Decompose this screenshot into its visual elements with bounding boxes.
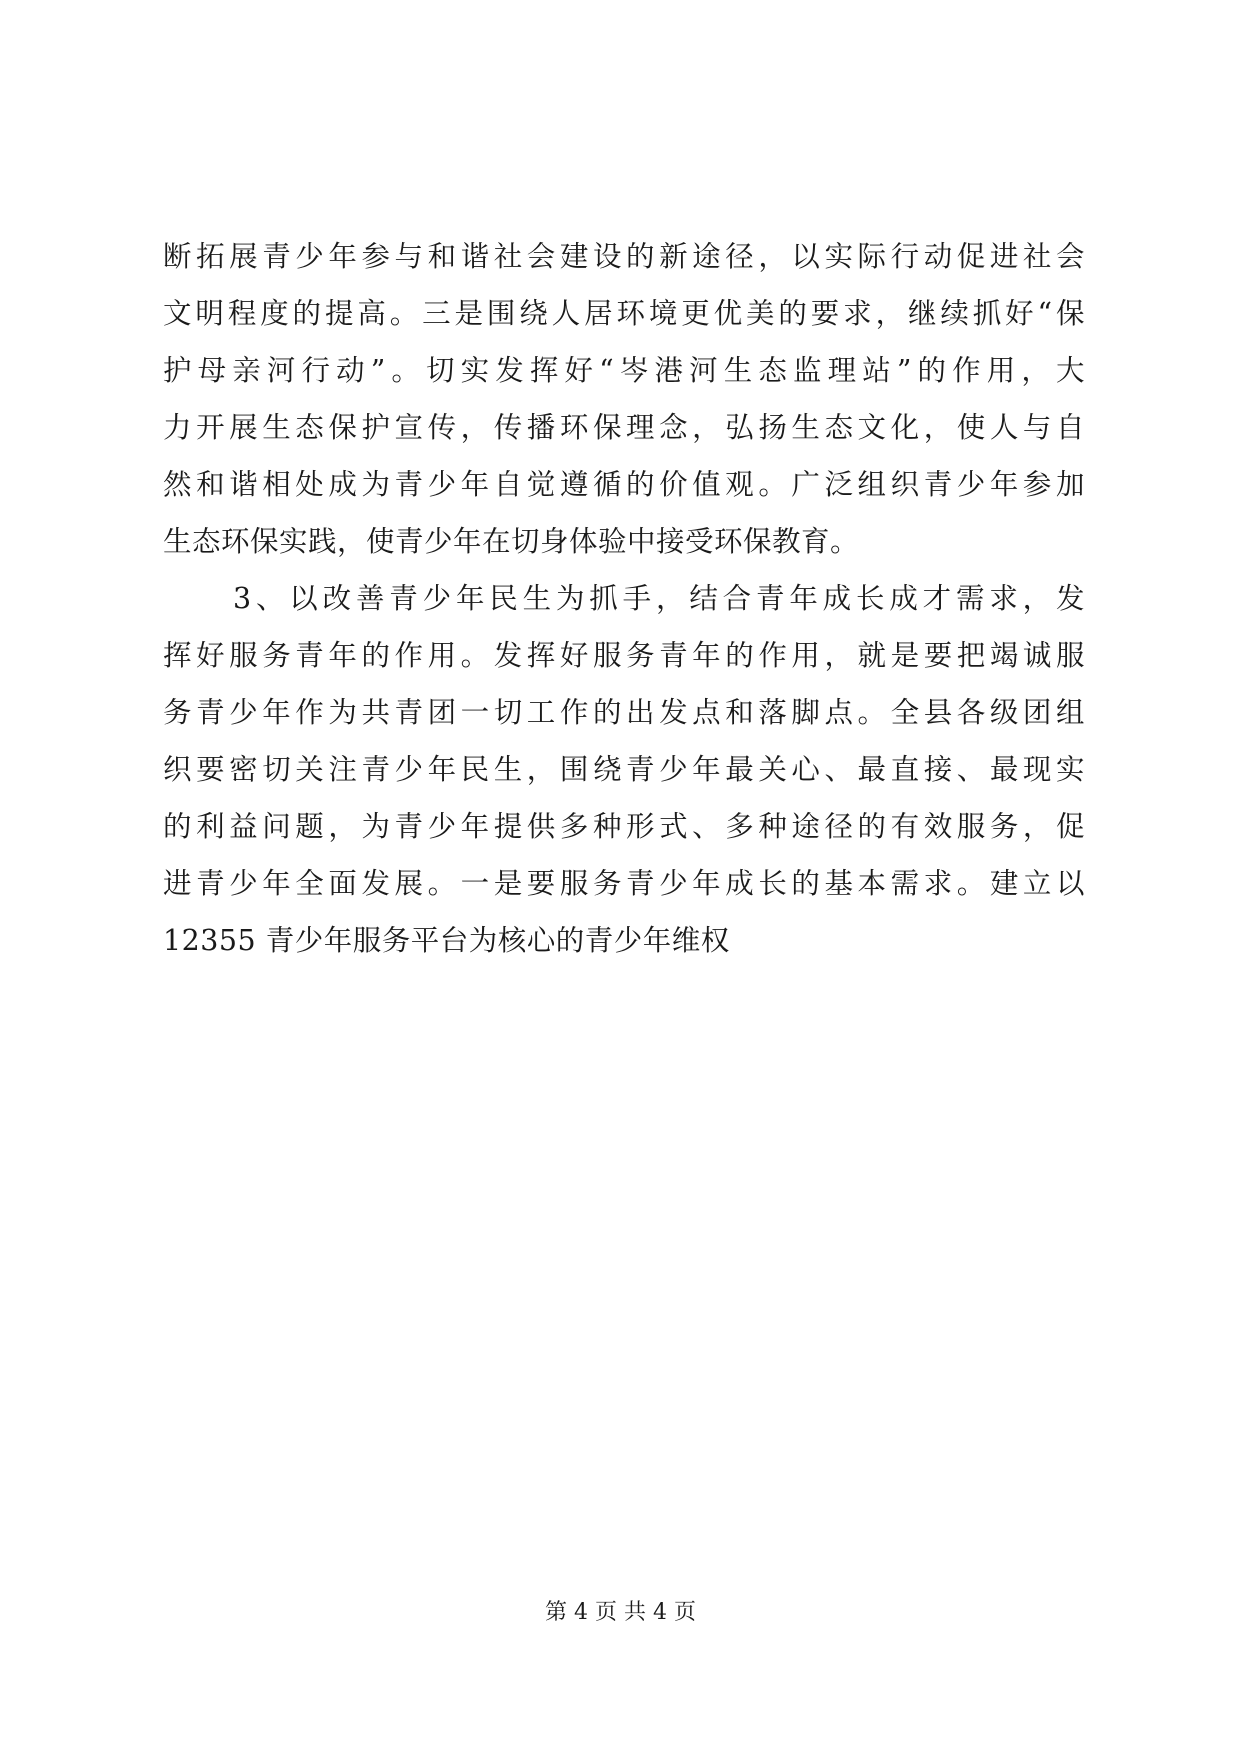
text-line: 12355 青少年服务平台为核心的青少年维权 xyxy=(163,924,730,957)
text-line: 进青少年全面发展。一是要服务青少年成长的基本需求。建立以 xyxy=(163,867,1085,900)
text-line: 断拓展青少年参与和谐社会建设的新途径，以实际行动促进社会 xyxy=(163,240,1085,273)
text-line: 文明程度的提高。三是围绕人居环境更优美的要求，继续抓好“保 xyxy=(163,297,1085,330)
text-line: 挥好服务青年的作用。发挥好服务青年的作用，就是要把竭诚服 xyxy=(163,639,1085,672)
text-line: 的利益问题，为青少年提供多种形式、多种途径的有效服务，促 xyxy=(163,810,1085,843)
paragraph-1 xyxy=(163,228,1085,570)
text-line: 3、以改善青少年民生为抓手，结合青年成长成才需求，发 xyxy=(233,582,1085,615)
text-line: 然和谐相处成为青少年自觉遵循的价值观。广泛组织青少年参加 xyxy=(163,468,1085,501)
text-line: 务青少年作为共青团一切工作的出发点和落脚点。全县各级团组 xyxy=(163,696,1085,729)
text-line: 织要密切关注青少年民生，围绕青少年最关心、最直接、最现实 xyxy=(163,753,1085,786)
paragraph-2 xyxy=(163,570,1085,969)
page-number-footer: 第 4 页 共 4 页 xyxy=(545,1600,696,1625)
text-line: 力开展生态保护宣传，传播环保理念，弘扬生态文化，使人与自 xyxy=(163,411,1085,444)
text-line: 生态环保实践，使青少年在切身体验中接受环保教育。 xyxy=(163,525,860,558)
document-body xyxy=(163,228,1085,969)
text-line: 护母亲河行动”。切实发挥好“岑港河生态监理站”的作用，大 xyxy=(163,354,1085,387)
